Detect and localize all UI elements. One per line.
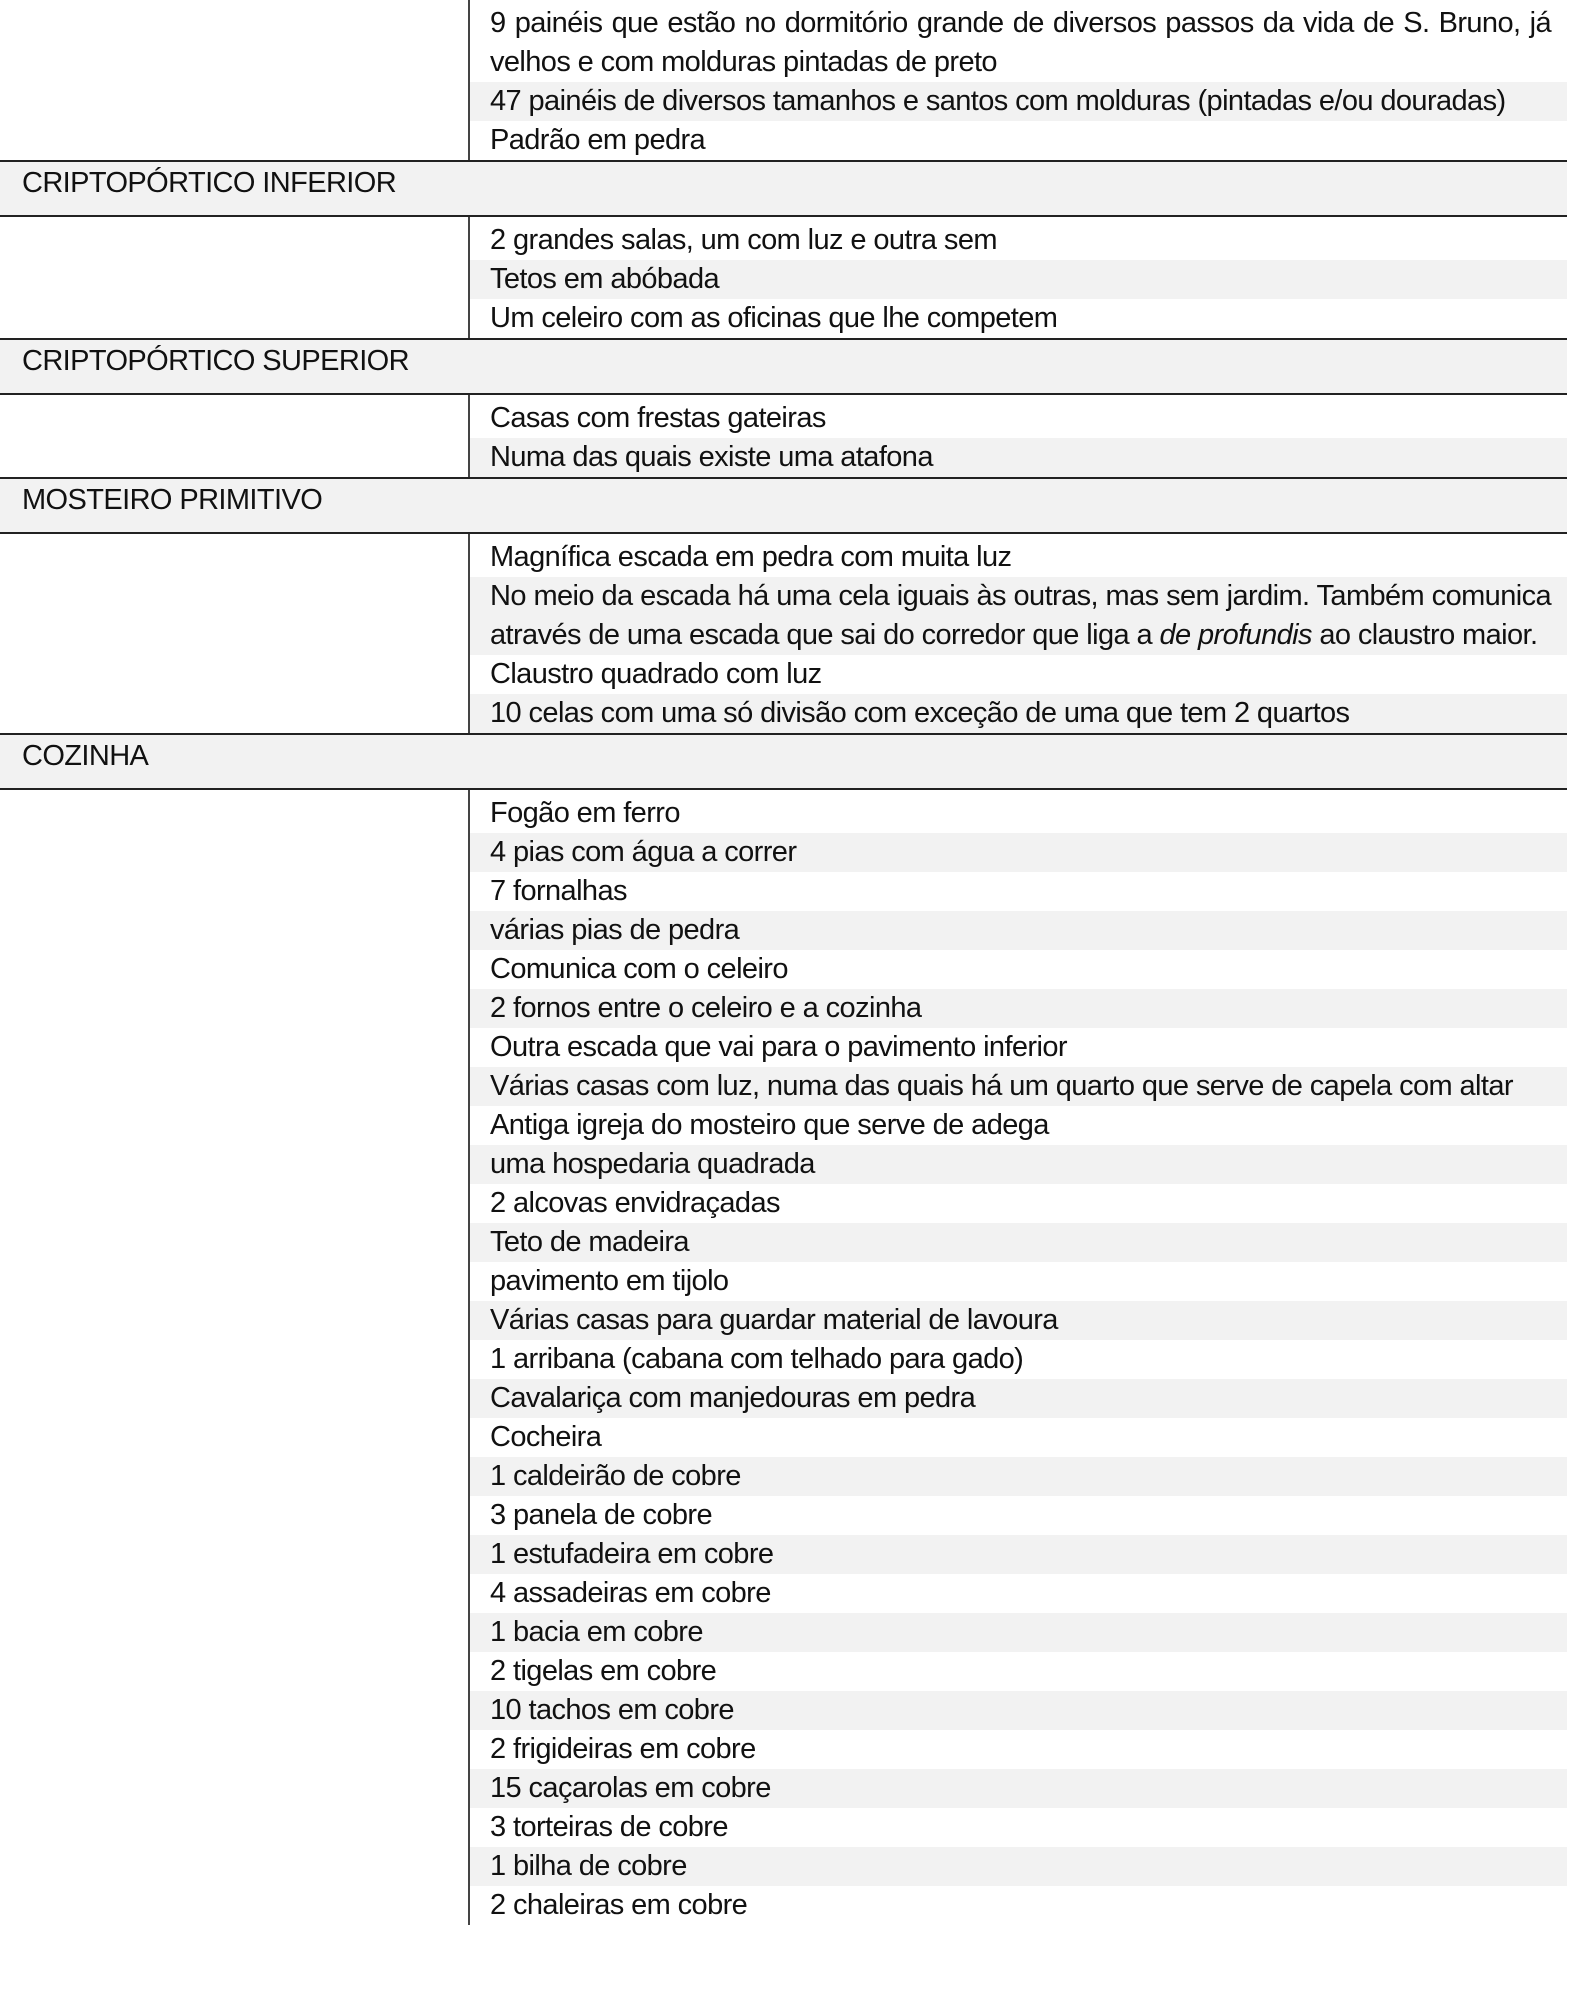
list-item: Outra escada que vai para o pavimento inferior: [490, 1031, 1067, 1063]
list-item: 10 celas com uma só divisão com exceção de uma que tem 2 quartos: [470, 694, 1567, 733]
list-item: Comunica com o celeiro: [490, 953, 788, 985]
section-heading: CRIPTOPÓRTICO SUPERIOR: [0, 338, 1567, 395]
long-item-text-end: ao claustro maior.: [1311, 619, 1538, 651]
list-item: Teto de madeira: [470, 1223, 1567, 1262]
list-item: 2 grandes salas, um com luz e outra sem: [490, 224, 997, 256]
list-item: 2 tigelas em cobre: [490, 1655, 717, 1687]
item-list: [470, 395, 1567, 477]
list-item: Casas com frestas gateiras: [490, 402, 826, 434]
list-item-long: [470, 577, 1567, 655]
list-item: Cavalariça com manjedouras em pedra: [470, 1379, 1567, 1418]
item-group-top: [0, 0, 1567, 160]
list-item: Cocheira: [490, 1421, 602, 1453]
item-group: [0, 534, 1567, 733]
item-group: [0, 790, 1567, 1925]
list-item: 4 assadeiras em cobre: [490, 1577, 771, 1609]
list-item: 3 panela de cobre: [490, 1499, 712, 1531]
list-item: Numa das quais existe uma atafona: [470, 438, 1567, 477]
list-item: pavimento em tijolo: [490, 1265, 729, 1297]
list-item: Magnífica escada em pedra com muita luz: [490, 541, 1012, 573]
list-item: 1 bacia em cobre: [470, 1613, 1567, 1652]
empty-left-cell: [0, 395, 470, 477]
list-item: 2 alcovas envidraçadas: [490, 1187, 780, 1219]
list-item: 7 fornalhas: [490, 875, 627, 907]
section-heading: MOSTEIRO PRIMITIVO: [0, 477, 1567, 534]
empty-left-cell: [0, 534, 470, 733]
list-item: 3 torteiras de cobre: [490, 1811, 728, 1843]
list-item: Fogão em ferro: [490, 797, 680, 829]
item-group: [0, 217, 1567, 338]
list-item: 9 painéis que estão no dormitório grande de diversos passos da vida de S. Bruno, já velhos e com molduras pintadas de preto: [490, 7, 1551, 78]
list-item: 2 chaleiras em cobre: [490, 1889, 748, 1921]
long-item-emphasis: de profundis: [1159, 619, 1312, 651]
item-list: [470, 0, 1567, 160]
empty-left-cell: [0, 0, 470, 160]
item-list: [470, 217, 1567, 338]
empty-left-cell: [0, 217, 470, 338]
list-item: Várias casas para guardar material de lavoura: [470, 1301, 1567, 1340]
list-item: Antiga igreja do mosteiro que serve de adega: [490, 1109, 1049, 1141]
list-item: várias pias de pedra: [470, 911, 1567, 950]
list-item: 47 painéis de diversos tamanhos e santos com molduras (pintadas e/ou douradas): [470, 82, 1567, 121]
list-item: 2 frigideiras em cobre: [490, 1733, 756, 1765]
list-item: 2 fornos entre o celeiro e a cozinha: [470, 989, 1567, 1028]
section-heading: COZINHA: [0, 733, 1567, 790]
item-list: [470, 790, 1567, 1925]
list-item: 1 estufadeira em cobre: [470, 1535, 1567, 1574]
long-item-text-start: No meio da escada há uma cela iguais às outras, mas sem jardim. Também comunica através de uma escada que sai do corredor que liga a: [490, 580, 1551, 651]
section-heading: CRIPTOPÓRTICO INFERIOR: [0, 160, 1567, 217]
item-list: [470, 534, 1567, 733]
item-group: [0, 395, 1567, 477]
list-item: Padrão em pedra: [490, 124, 706, 156]
list-item: 15 caçarolas em cobre: [470, 1769, 1567, 1808]
list-item: 4 pias com água a correr: [470, 833, 1567, 872]
list-item: uma hospedaria quadrada: [470, 1145, 1567, 1184]
list-item: Tetos em abóbada: [470, 260, 1567, 299]
list-item: Várias casas com luz, numa das quais há um quarto que serve de capela com altar: [470, 1067, 1567, 1106]
empty-left-cell: [0, 790, 470, 1925]
list-item: Um celeiro com as oficinas que lhe competem: [490, 302, 1058, 334]
list-item: Claustro quadrado com luz: [490, 658, 822, 690]
list-item: 1 bilha de cobre: [470, 1847, 1567, 1886]
list-item: 10 tachos em cobre: [470, 1691, 1567, 1730]
list-item: 1 caldeirão de cobre: [470, 1457, 1567, 1496]
list-item: 1 arribana (cabana com telhado para gado): [490, 1343, 1024, 1375]
